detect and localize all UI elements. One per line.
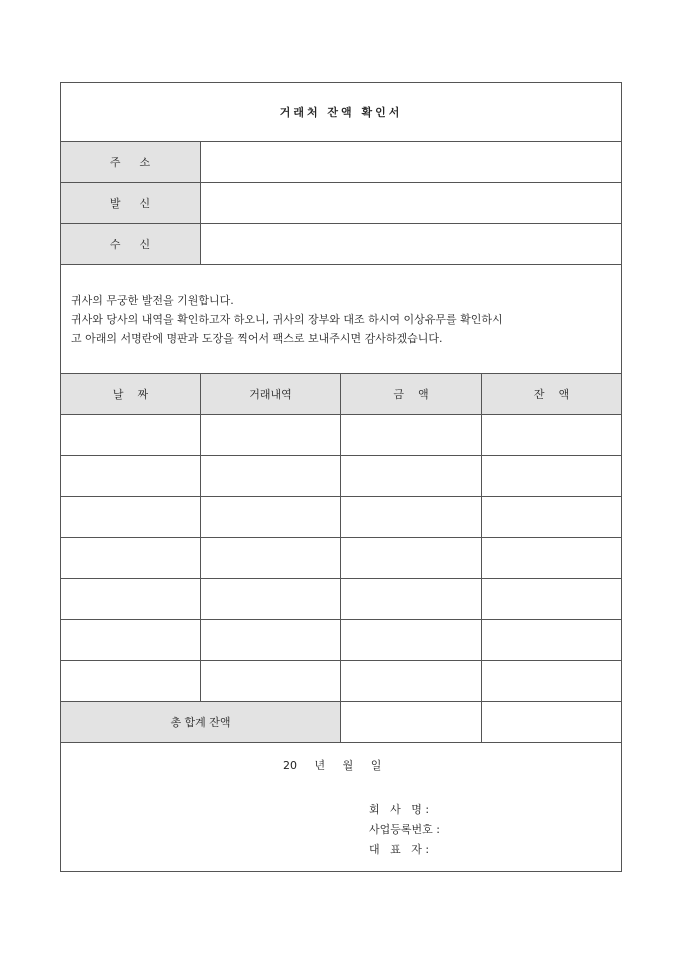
business-number-label: 사업등록번호 : [369, 823, 440, 836]
date-cell[interactable] [61, 620, 201, 661]
date-cell[interactable] [61, 497, 201, 538]
transaction-cell[interactable] [201, 579, 341, 620]
table-row [61, 538, 622, 579]
balance-cell[interactable] [482, 415, 622, 456]
transaction-cell[interactable] [201, 456, 341, 497]
document-title: 거래처 잔액 확인서 [61, 83, 622, 142]
company-name-label: 회 사 명 : [369, 803, 430, 816]
address-label: 주 소 [61, 142, 201, 183]
transaction-column-header: 거래내역 [201, 374, 341, 415]
amount-cell[interactable] [341, 579, 482, 620]
balance-cell[interactable] [482, 620, 622, 661]
balance-cell[interactable] [482, 456, 622, 497]
signature-section [61, 743, 622, 872]
sender-field[interactable] [201, 183, 622, 224]
amount-cell[interactable] [341, 497, 482, 538]
transaction-cell[interactable] [201, 497, 341, 538]
amount-cell[interactable] [341, 538, 482, 579]
amount-cell[interactable] [341, 661, 482, 702]
title-row [61, 83, 622, 142]
sender-row [61, 183, 622, 224]
recipient-label: 수 신 [61, 224, 201, 265]
table-row [61, 415, 622, 456]
balance-confirmation-form [60, 82, 622, 872]
sender-label: 발 신 [61, 183, 201, 224]
intro-row [61, 265, 622, 374]
balance-cell[interactable] [482, 497, 622, 538]
date-cell[interactable] [61, 538, 201, 579]
amount-cell[interactable] [341, 415, 482, 456]
intro-line: 귀사의 무궁한 발전을 기원합니다. [71, 293, 234, 307]
transaction-cell[interactable] [201, 620, 341, 661]
amount-cell[interactable] [341, 456, 482, 497]
intro-line: 귀사와 당사의 내역을 확인하고자 하오니, 귀사의 장부와 대조 하시여 이상유무를 확인하시 [71, 312, 503, 326]
date-cell[interactable] [61, 456, 201, 497]
total-row [61, 702, 622, 743]
amount-column-header: 금 액 [341, 374, 482, 415]
address-row [61, 142, 622, 183]
intro-line: 고 아래의 서명란에 명판과 도장을 찍어서 팩스로 보내주시면 감사하겠습니다. [71, 331, 443, 345]
balance-cell[interactable] [482, 538, 622, 579]
date-cell[interactable] [61, 579, 201, 620]
total-balance-label: 총 합계 잔액 [61, 702, 341, 743]
balance-cell[interactable] [482, 579, 622, 620]
balance-cell[interactable] [482, 661, 622, 702]
total-balance-cell[interactable] [482, 702, 622, 743]
recipient-field[interactable] [201, 224, 622, 265]
recipient-row [61, 224, 622, 265]
signature-row [61, 743, 622, 872]
table-row [61, 661, 622, 702]
table-row [61, 579, 622, 620]
table-row [61, 620, 622, 661]
transaction-cell[interactable] [201, 538, 341, 579]
amount-cell[interactable] [341, 620, 482, 661]
total-amount-cell[interactable] [341, 702, 482, 743]
table-header-row [61, 374, 622, 415]
address-field[interactable] [201, 142, 622, 183]
table-row [61, 497, 622, 538]
date-cell[interactable] [61, 661, 201, 702]
table-row [61, 456, 622, 497]
transaction-cell[interactable] [201, 661, 341, 702]
transaction-cell[interactable] [201, 415, 341, 456]
balance-column-header: 잔 액 [482, 374, 622, 415]
date-cell[interactable] [61, 415, 201, 456]
intro-text [61, 265, 622, 374]
date-line[interactable]: 20 년 월 일 [283, 759, 382, 772]
date-column-header: 날 짜 [61, 374, 201, 415]
representative-label: 대 표 자 : [369, 843, 430, 856]
